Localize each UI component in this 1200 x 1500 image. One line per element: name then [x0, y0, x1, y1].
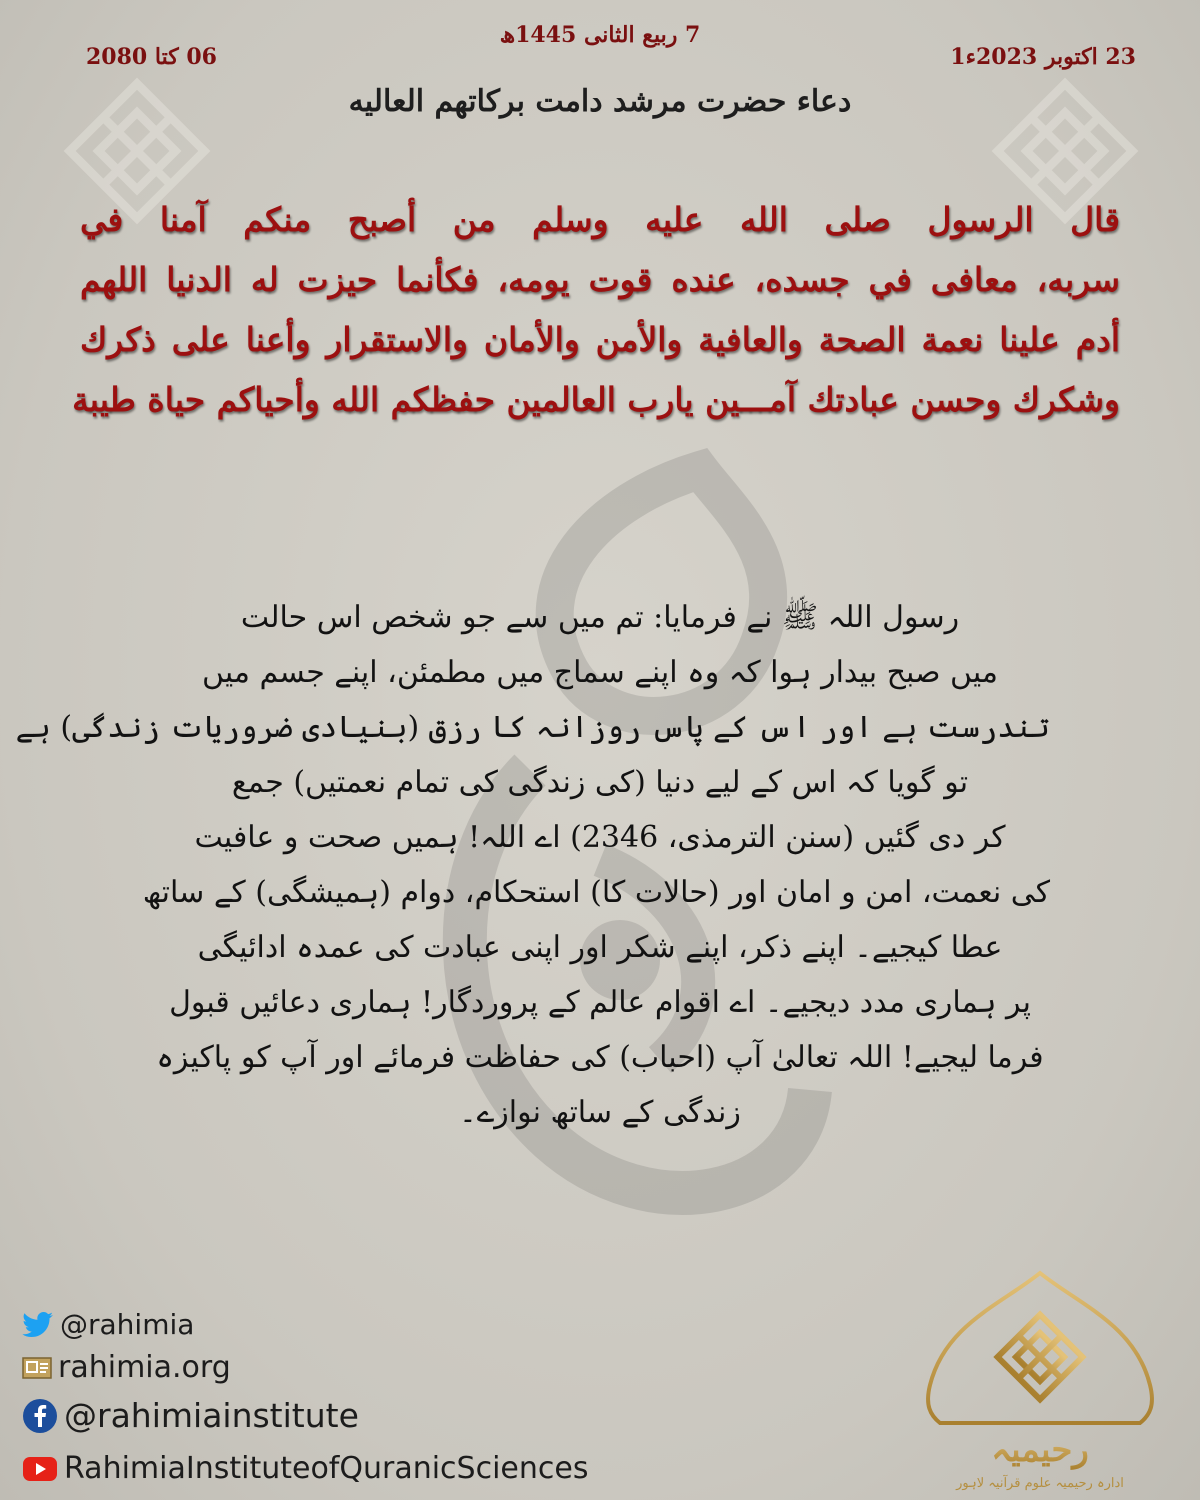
website-url: rahimia.org — [58, 1350, 231, 1385]
facebook-link[interactable] — [22, 1396, 359, 1435]
desi-date: 06 کتا 2080 — [86, 44, 217, 70]
logo-name: رحیمیہ — [991, 1430, 1089, 1470]
urdu-line: کر دی گئیں (سنن الترمذی، 2346) اے اللہ! ہمیں صحت و عافیت — [194, 820, 1006, 855]
facebook-icon — [22, 1398, 58, 1434]
urdu-line: زندگی کے ساتھ نوازے۔ — [459, 1095, 741, 1130]
youtube-link[interactable] — [22, 1451, 588, 1486]
twitter-link[interactable] — [22, 1308, 194, 1341]
twitter-icon — [22, 1312, 54, 1338]
urdu-line: تو گویا کہ اس کے لیے دنیا (کی زندگی کی تمام نعمتیں) جمع — [231, 765, 969, 800]
website-link[interactable] — [22, 1350, 231, 1385]
arabic-line: أدم علينا نعمة الصحة والعافية والأمن والأمان والاستقرار وأعنا على ذكرك — [80, 320, 1120, 359]
gregorian-date: 23 اکتوبر 2023ء1 — [950, 44, 1136, 70]
arabic-line: وشكرك وحسن عبادتك آمـــين يارب العالمين حفظكم الله وأحياكم حياة طيبة — [72, 380, 1120, 419]
hijri-date: 7 ربیع الثانی 1445ھ — [499, 22, 701, 48]
arabic-hadith-text — [72, 190, 1120, 430]
urdu-line: رسول اللہ ﷺ نے فرمایا: تم میں سے جو شخص اس حالت — [240, 600, 960, 635]
facebook-handle: @rahimiainstitute — [64, 1396, 359, 1435]
dua-title: دعاء حضرت مرشد دامت برکاتهم العالیه — [348, 84, 852, 119]
urdu-line: عطا کیجیے۔ اپنے ذکر، اپنے شکر اور اپنی عبادت کی عمدہ ادائیگی — [197, 930, 1003, 965]
urdu-line: فرما لیجیے! اللہ تعالیٰ آپ (احباب) کی حفاظت فرمائے اور آپ کو پاکیزہ — [156, 1040, 1044, 1075]
website-icon — [22, 1356, 52, 1380]
arabic-line: سربه، معافى في جسده، عنده قوت يومه، فكأنما حيزت له الدنيا اللهم — [80, 260, 1120, 299]
urdu-line: تندرست ہے اور اس کے پاس روزانہ کا رزق (بنیادی ضروریات زندگی) ہے — [15, 710, 1050, 745]
arabic-line: قال الرسول صلى الله عليه وسلم من أصبح منكم آمنا في — [80, 200, 1120, 239]
urdu-line: کی نعمت، امن و امان اور (حالات کا) استحکام، دوام (ہمیشگی) کے ساتھ — [142, 875, 1050, 910]
youtube-channel: RahimiaInstituteofQuranicSciences — [64, 1451, 589, 1486]
logo-subtitle: ادارہ رحیمیہ علوم قرآنیہ لاہور — [956, 1476, 1124, 1491]
urdu-line: میں صبح بیدار ہوا کہ وہ اپنے سماج میں مطمئن، اپنے جسم میں — [202, 655, 998, 690]
twitter-handle: @rahimia — [60, 1308, 195, 1341]
urdu-line: پر ہماری مدد دیجیے۔ اے اقوام عالم کے پروردگار! ہماری دعائیں قبول — [169, 985, 1031, 1020]
rahimia-logo — [905, 1265, 1175, 1495]
urdu-translation — [15, 590, 1050, 1140]
youtube-icon — [22, 1456, 58, 1482]
